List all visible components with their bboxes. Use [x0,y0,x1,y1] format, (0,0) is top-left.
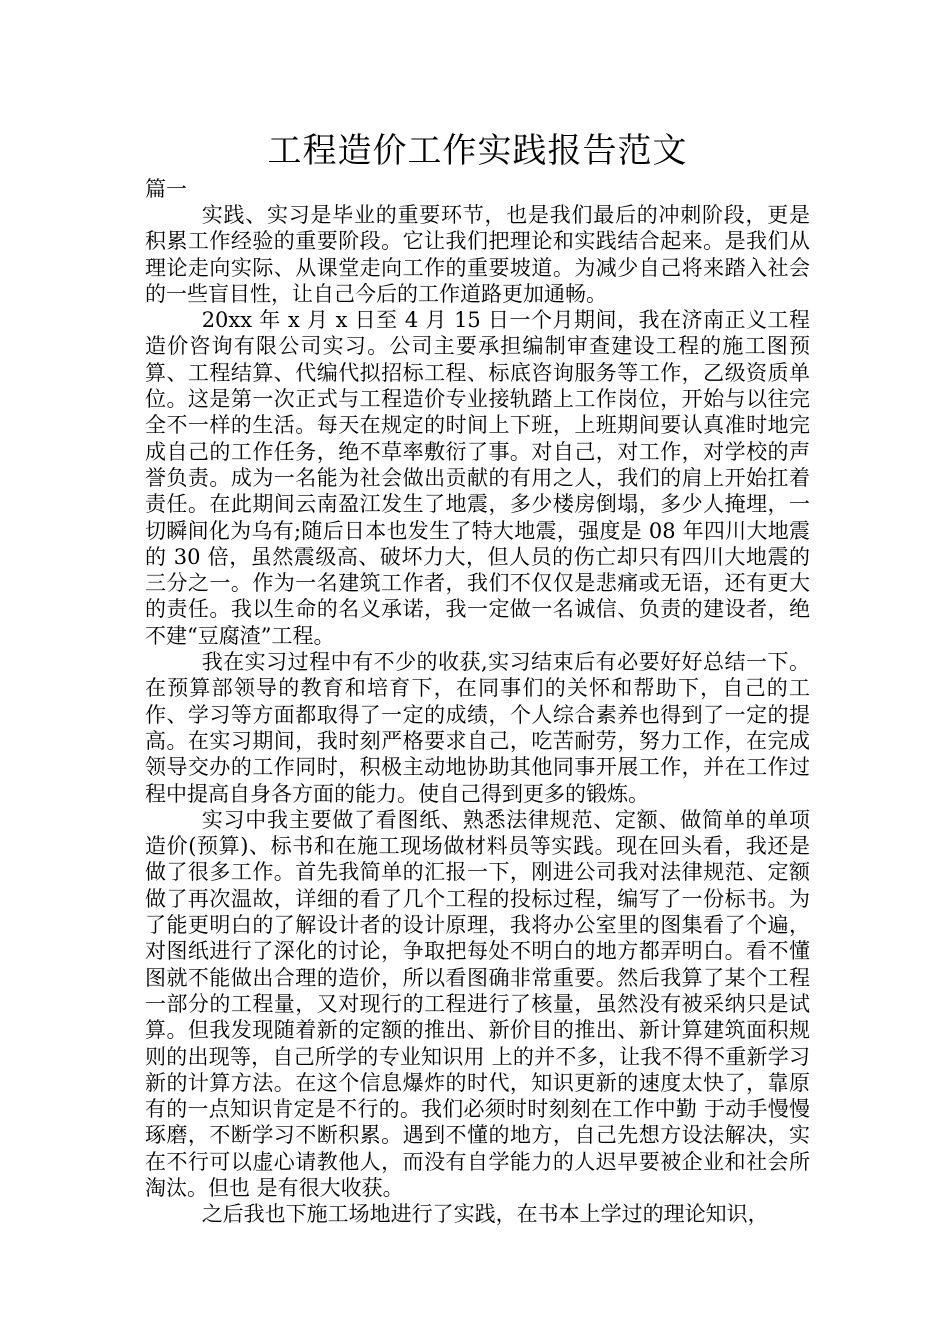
document-title: 工程造价工作实践报告范文 [267,131,688,171]
paragraph-4: 实习中我主要做了看图纸、熟悉法律规范、定额、做简单的单项造价(预算)、标书和在施工现场做材料员等实践。现在回头看，我还是做了很多工作。首先我简单的汇报一下，刚进公司我对法律规范、定额做了再次温故，详细的看了几个工程的投标过程，编写了一份标书。为了能更明白的了解设计者的设计原理，我将办公室里的图集看了个遍，对图纸进行了深化的讨论，争取把每处不明白的地方都弄明白。看不懂图就不能做出合理的造价，所以看图确非常重要。然后我算了某个工程一部分的工程量，又对现行的工程进行了核量，虽然没有被采纳只是试算。但我发现随着新的定额的推出、新价目的推出、新计算建筑面积规则的出现等，自己所学的专业知识用 上的并不多，让我不得不重新学习新的计算方法。在这个信息爆炸的时代，知识更新的速度太快了，靠原有的一点知识肯定是不行的。我们必须时时刻刻在工作中勤 于动手慢慢琢磨，不断学习不断积累。遇到不懂的地方，自己先想方设法解决，实在不行可以虚心请教他人，而没有自学能力的人迟早要被企业和社会所淘汰。但也 是有很大收获。 [145,807,810,1200]
paragraph-2: 20xx 年 x 月 x 日至 4 月 15 日一个月期间，我在济南正义工程造价咨询有限公司实习。公司主要承担编制审查建设工程的施工图预算、工程结算、代编代拟招标工程、标底咨询服务等工作，乙级资质单位。这是第一次正式与工程造价专业接轨踏上工作岗位，开始与以往完全不一样的生活。每天在规定的时间上下班，上班期间要认真准时地完成自己的工作任务，绝不草率敷衍了事。对自己，对工作，对学校的声誉负责。成为一名能为社会做出贡献的有用之人，我们的肩上开始扛着责任。在此期间云南盈江发生了地震，多少楼房倒塌，多少人掩埋，一切瞬间化为乌有;随后日本也发生了特大地震，强度是 08 年四川大地震的 30 倍，虽然震级高、破坏力大，但人员的伤亡却只有四川大地震的三分之一。作为一名建筑工作者，我们不仅仅是悲痛或无语，还有更大的责任。我以生命的名义承诺，我一定做一名诚信、负责的建设者，绝不建“豆腐渣”工程。 [145,308,810,648]
paragraph-1: 实践、实习是毕业的重要环节，也是我们最后的冲刺阶段，更是积累工作经验的重要阶段。它让我们把理论和实践结合起来。是我们从理论走向实际、从课堂走向工作的重要坡道。为减少自己将来踏入社会的一些盲目性，让自己今后的工作道路更加通畅。 [145,203,810,306]
paragraph-5: 之后我也下施工场地进行了实践，在书本上学过的理论知识， [201,1202,769,1227]
section-label: 篇一 [145,177,187,201]
document-page [145,128,810,1228]
paragraph-3: 我在实习过程中有不少的收获,实习结束后有必要好好总结一下。在预算部领导的教育和培育下，在同事们的关怀和帮助下，自己的工作、学习等方面都取得了一定的成绩，个人综合素养也得到了一定的提高。在实习期间，我时刻严格要求自己，吃苦耐劳，努力工作，在完成领导交办的工作同时，积极主动地协助其他同事开展工作，并在工作过程中提高自身各方面的能力。使自己得到更多的锻炼。 [145,650,810,806]
